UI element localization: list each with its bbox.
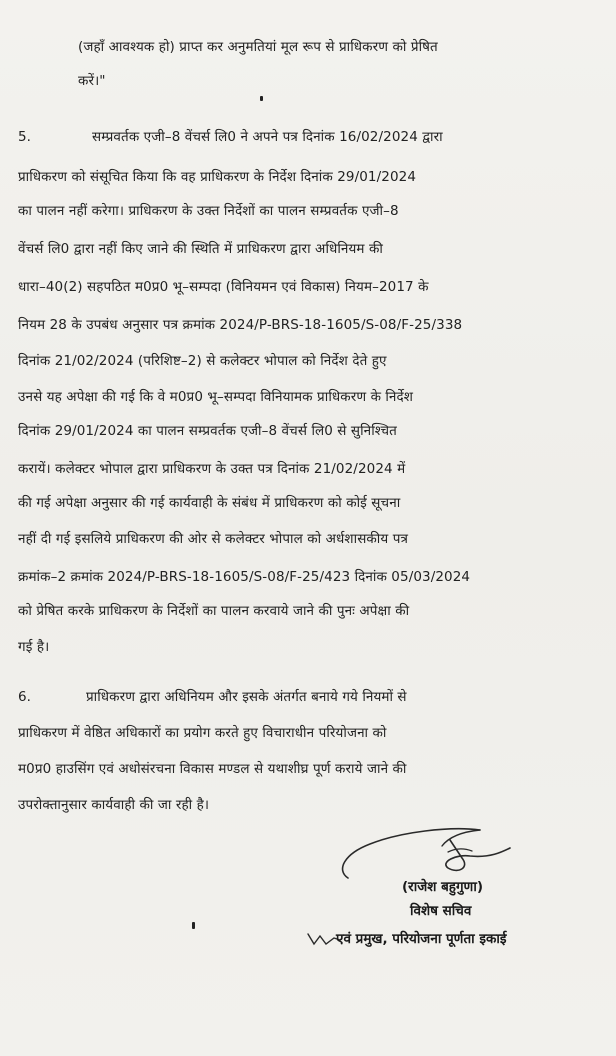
text-line <box>18 602 409 620</box>
text-line-content: सम्प्रवर्तक एजी–8 वेंचर्स लि0 ने अपने पत्र दिनांक 16/02/2024 द्वारा <box>92 129 443 145</box>
text-line-content: प्राधिकरण में वेष्ठित अधिकारों का प्रयोग करते हुए विचाराधीन परियोजना को <box>18 725 387 741</box>
text-line <box>18 638 49 656</box>
text-line-content: उनसे यह अपेक्षा की गई कि वे म0प्र0 भू–सम्पदा विनियामक प्राधिकरण के निर्देश <box>18 389 414 405</box>
text-line <box>18 240 383 258</box>
text-line <box>18 168 416 186</box>
text-line <box>18 316 462 334</box>
text-line-content: करायें। कलेक्टर भोपाल द्वारा प्राधिकरण के उक्त पत्र दिनांक 21/02/2024 में <box>18 461 406 477</box>
text-line-content: दिनांक 29/01/2024 का पालन सम्प्रवर्तक एजी–8 वेंचर्स लि0 से सुनिश्चित <box>18 423 397 439</box>
text-line-content: का पालन नहीं करेगा। प्राधिकरण के उक्त निर्देशों का पालन सम्प्रवर्तक एजी–8 <box>18 203 399 219</box>
text-line <box>18 530 408 548</box>
text-line-content: की गई अपेक्षा अनुसार की गई कार्यवाही के संबंध में प्राधिकरण को कोई सूचना <box>18 495 401 511</box>
signatory-name: (राजेश बहुगुणा) <box>402 879 483 895</box>
text-line <box>18 760 407 778</box>
text-line-content: दिनांक 21/02/2024 (परिशिष्ट–2) से कलेक्टर भोपाल को निर्देश देते हुए <box>18 353 387 369</box>
signatory-role: एवं प्रमुख, परियोजना पूर्णता इकाई <box>336 931 507 947</box>
text-line-content: क्रमांक–2 क्रमांक 2024/P-BRS-18-1605/S-08/F-25/423 दिनांक 05/03/2024 <box>18 569 471 585</box>
text-line-content: (जहाँ आवश्यक हो) प्राप्त कर अनुमतियां मूल रूप से प्राधिकरण को प्रेषित <box>78 39 438 55</box>
text-line <box>92 128 443 146</box>
text-line-content: म0प्र0 हाउसिंग एवं अधोसंरचना विकास मण्डल से यथाशीघ्र पूर्ण कराये जाने की <box>18 761 407 777</box>
text-line <box>18 388 413 406</box>
text-line <box>18 352 387 370</box>
text-line <box>78 72 106 90</box>
signatory-designation: विशेष सचिव <box>410 903 472 919</box>
text-line-content: को प्रेषित करके प्राधिकरण के निर्देशों का पालन करवाये जाने की पुनः अपेक्षा की <box>18 603 410 619</box>
text-line-content: प्राधिकरण द्वारा अधिनियम और इसके अंतर्गत बनाये गये नियमों से <box>86 689 407 705</box>
text-line-content: प्राधिकरण को संसूचित किया कि वह प्राधिकरण के निर्देश दिनांक 29/01/2024 <box>18 169 417 185</box>
text-line <box>18 568 470 586</box>
paragraph-number: 5. <box>18 129 31 145</box>
scan-speck <box>192 922 195 929</box>
text-line <box>18 460 405 478</box>
text-line-content: नियम 28 के उपबंध अनुसार पत्र क्रमांक 2024/P-BRS-18-1605/S-08/F-25/338 <box>18 317 463 333</box>
text-line <box>18 278 429 296</box>
text-line <box>78 38 592 56</box>
text-line <box>18 494 400 512</box>
text-line <box>18 796 209 814</box>
text-line-content: नहीं दी गई इसलिये प्राधिकरण की ओर से कलेक्टर भोपाल को अर्धशासकीय पत्र <box>18 531 409 547</box>
text-line-content: धारा–40(2) सहपठित म0प्र0 भू–सम्पदा (विनियमन एवं विकास) नियम–2017 के <box>18 279 429 295</box>
text-line <box>18 724 387 742</box>
text-line-content: गई है। <box>18 639 50 655</box>
text-line <box>86 688 407 706</box>
text-line <box>18 202 399 220</box>
paragraph-number: 6. <box>18 689 31 705</box>
text-line <box>18 422 397 440</box>
text-line-content: वेंचर्स लि0 द्वारा नहीं किए जाने की स्थिति में प्राधिकरण द्वारा अधिनियम की <box>18 241 383 257</box>
text-line-content: करें।" <box>78 73 106 89</box>
text-line-content: उपरोक्तानुसार कार्यवाही की जा रही है। <box>18 797 210 813</box>
scan-speck <box>260 96 263 101</box>
